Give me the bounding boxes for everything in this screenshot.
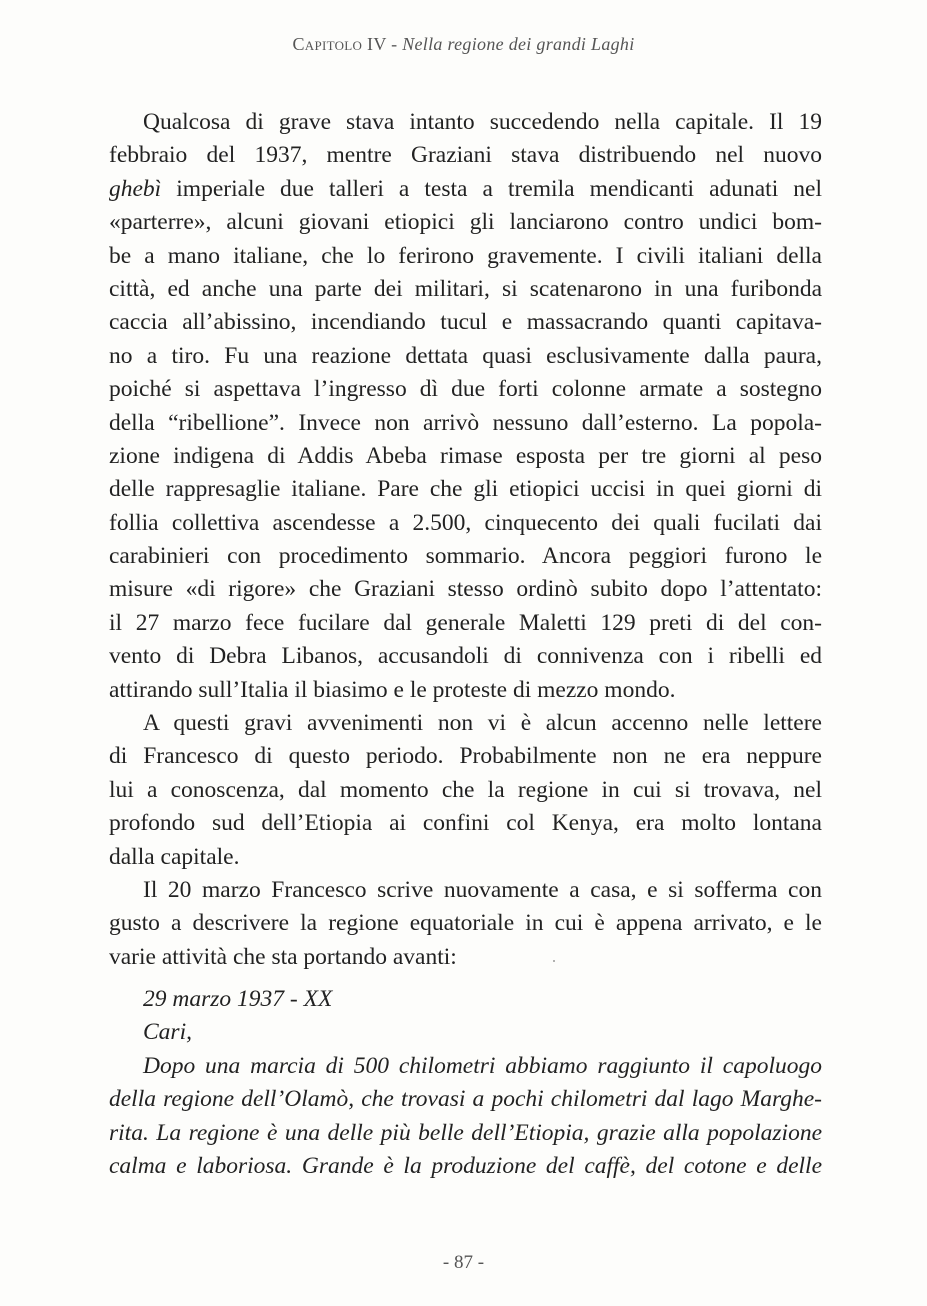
text-line: Il 20 marzo Francesco scrive nuovamente a casa, e si sofferma con [143,876,822,903]
letter-line: calma e laboriosa. Grande è la produzione del caffè, del cotone e delle [109,1152,822,1179]
letter-line: Dopo una marcia di 500 chilometri abbiamo raggiunto il capoluogo [143,1052,822,1079]
letter-line: rita. La regione è una delle più belle dell’Etiopia, grazie alla popolazione [109,1119,822,1146]
text-line: A questi gravi avvenimenti non vi è alcun accenno nelle lettere [143,710,822,737]
letter-excerpt [109,983,822,1183]
text-line: città, ed anche una parte dei militari, si scatenarono in una furibonda [109,275,822,302]
paragraph-2 [109,707,822,874]
text-line: varie attività che sta portando avanti: [109,943,457,970]
letter-line: della regione dell’Olamò, che trovasi a pochi chilometri dal lago Marghe- [109,1086,822,1113]
text-line: attirando sull’Italia il biasimo e le proteste di mezzo mondo. [109,676,676,703]
text-line: della “ribellione”. Invece non arrivò nessuno dall’esterno. La popola- [109,409,822,436]
text-line: misure «di rigore» che Graziani stesso ordinò subito dopo l’attentato: [109,576,822,603]
paragraph-1 [109,106,822,707]
text-line: carabinieri con procedimento sommario. Ancora peggiori furono le [109,543,822,570]
letter-date: 29 marzo 1937 - XX [143,986,333,1012]
text-line: febbraio del 1937, mentre Graziani stava distribuendo nel nuovo [109,142,822,169]
text-line: poiché si aspettava l’ingresso dì due forti colonne armate a sostegno [109,376,822,403]
paragraph-3 [109,874,822,974]
text-line: caccia all’abissino, incendiando tucul e massacrando quanti capitava- [109,309,822,336]
text-line: lui a conoscenza, dal momento che la regione in cui si trovava, nel [109,776,822,803]
text-line: dalla capitale. [109,843,240,870]
text-line: «parterre», alcuni giovani etiopici gli lanciarono contro undici bom- [109,209,822,236]
text-line: follia collettiva ascendesse a 2.500, cinquecento dei quali fucilati dai [109,509,822,536]
text-line: zione indigena di Addis Abeba rimase esposta per tre giorni al peso [109,442,822,469]
chapter-subtitle: Nella regione dei grandi Laghi [402,34,635,54]
running-head [0,34,927,55]
text-line: vento di Debra Libanos, accusandoli di connivenza con i ribelli ed [109,643,822,670]
text-line: di Francesco di questo periodo. Probabilmente non ne era neppure [109,743,822,770]
text-line: no a tiro. Fu una reazione dettata quasi esclusivamente dalla paura, [109,342,822,369]
text-line: gusto a descrivere la regione equatoriale in cui è appena arrivato, e le [109,910,822,937]
text-line: ghebì imperiale due talleri a testa a tremila mendicanti adunati nel [109,175,822,202]
scan-speck [553,960,555,962]
text-line: il 27 marzo fece fucilare dal generale Maletti 129 preti di del con- [109,609,822,636]
body-text [109,106,822,974]
text-line: delle rappresaglie italiane. Pare che gli etiopici uccisi in quei giorni di [109,476,822,503]
page-number: - 87 - [442,1252,485,1273]
text-line: be a mano italiane, che lo ferirono gravemente. I civili italiani della [109,242,822,269]
text-line: Qualcosa di grave stava intanto succedendo nella capitale. Il 19 [143,109,822,135]
italic-word: ghebì [109,175,162,202]
chapter-label: Capitolo IV - [292,34,403,54]
text-line: profondo sud dell’Etiopia ai confini col Kenya, era molto lontana [109,810,822,837]
letter-greeting: Cari, [143,1019,192,1046]
